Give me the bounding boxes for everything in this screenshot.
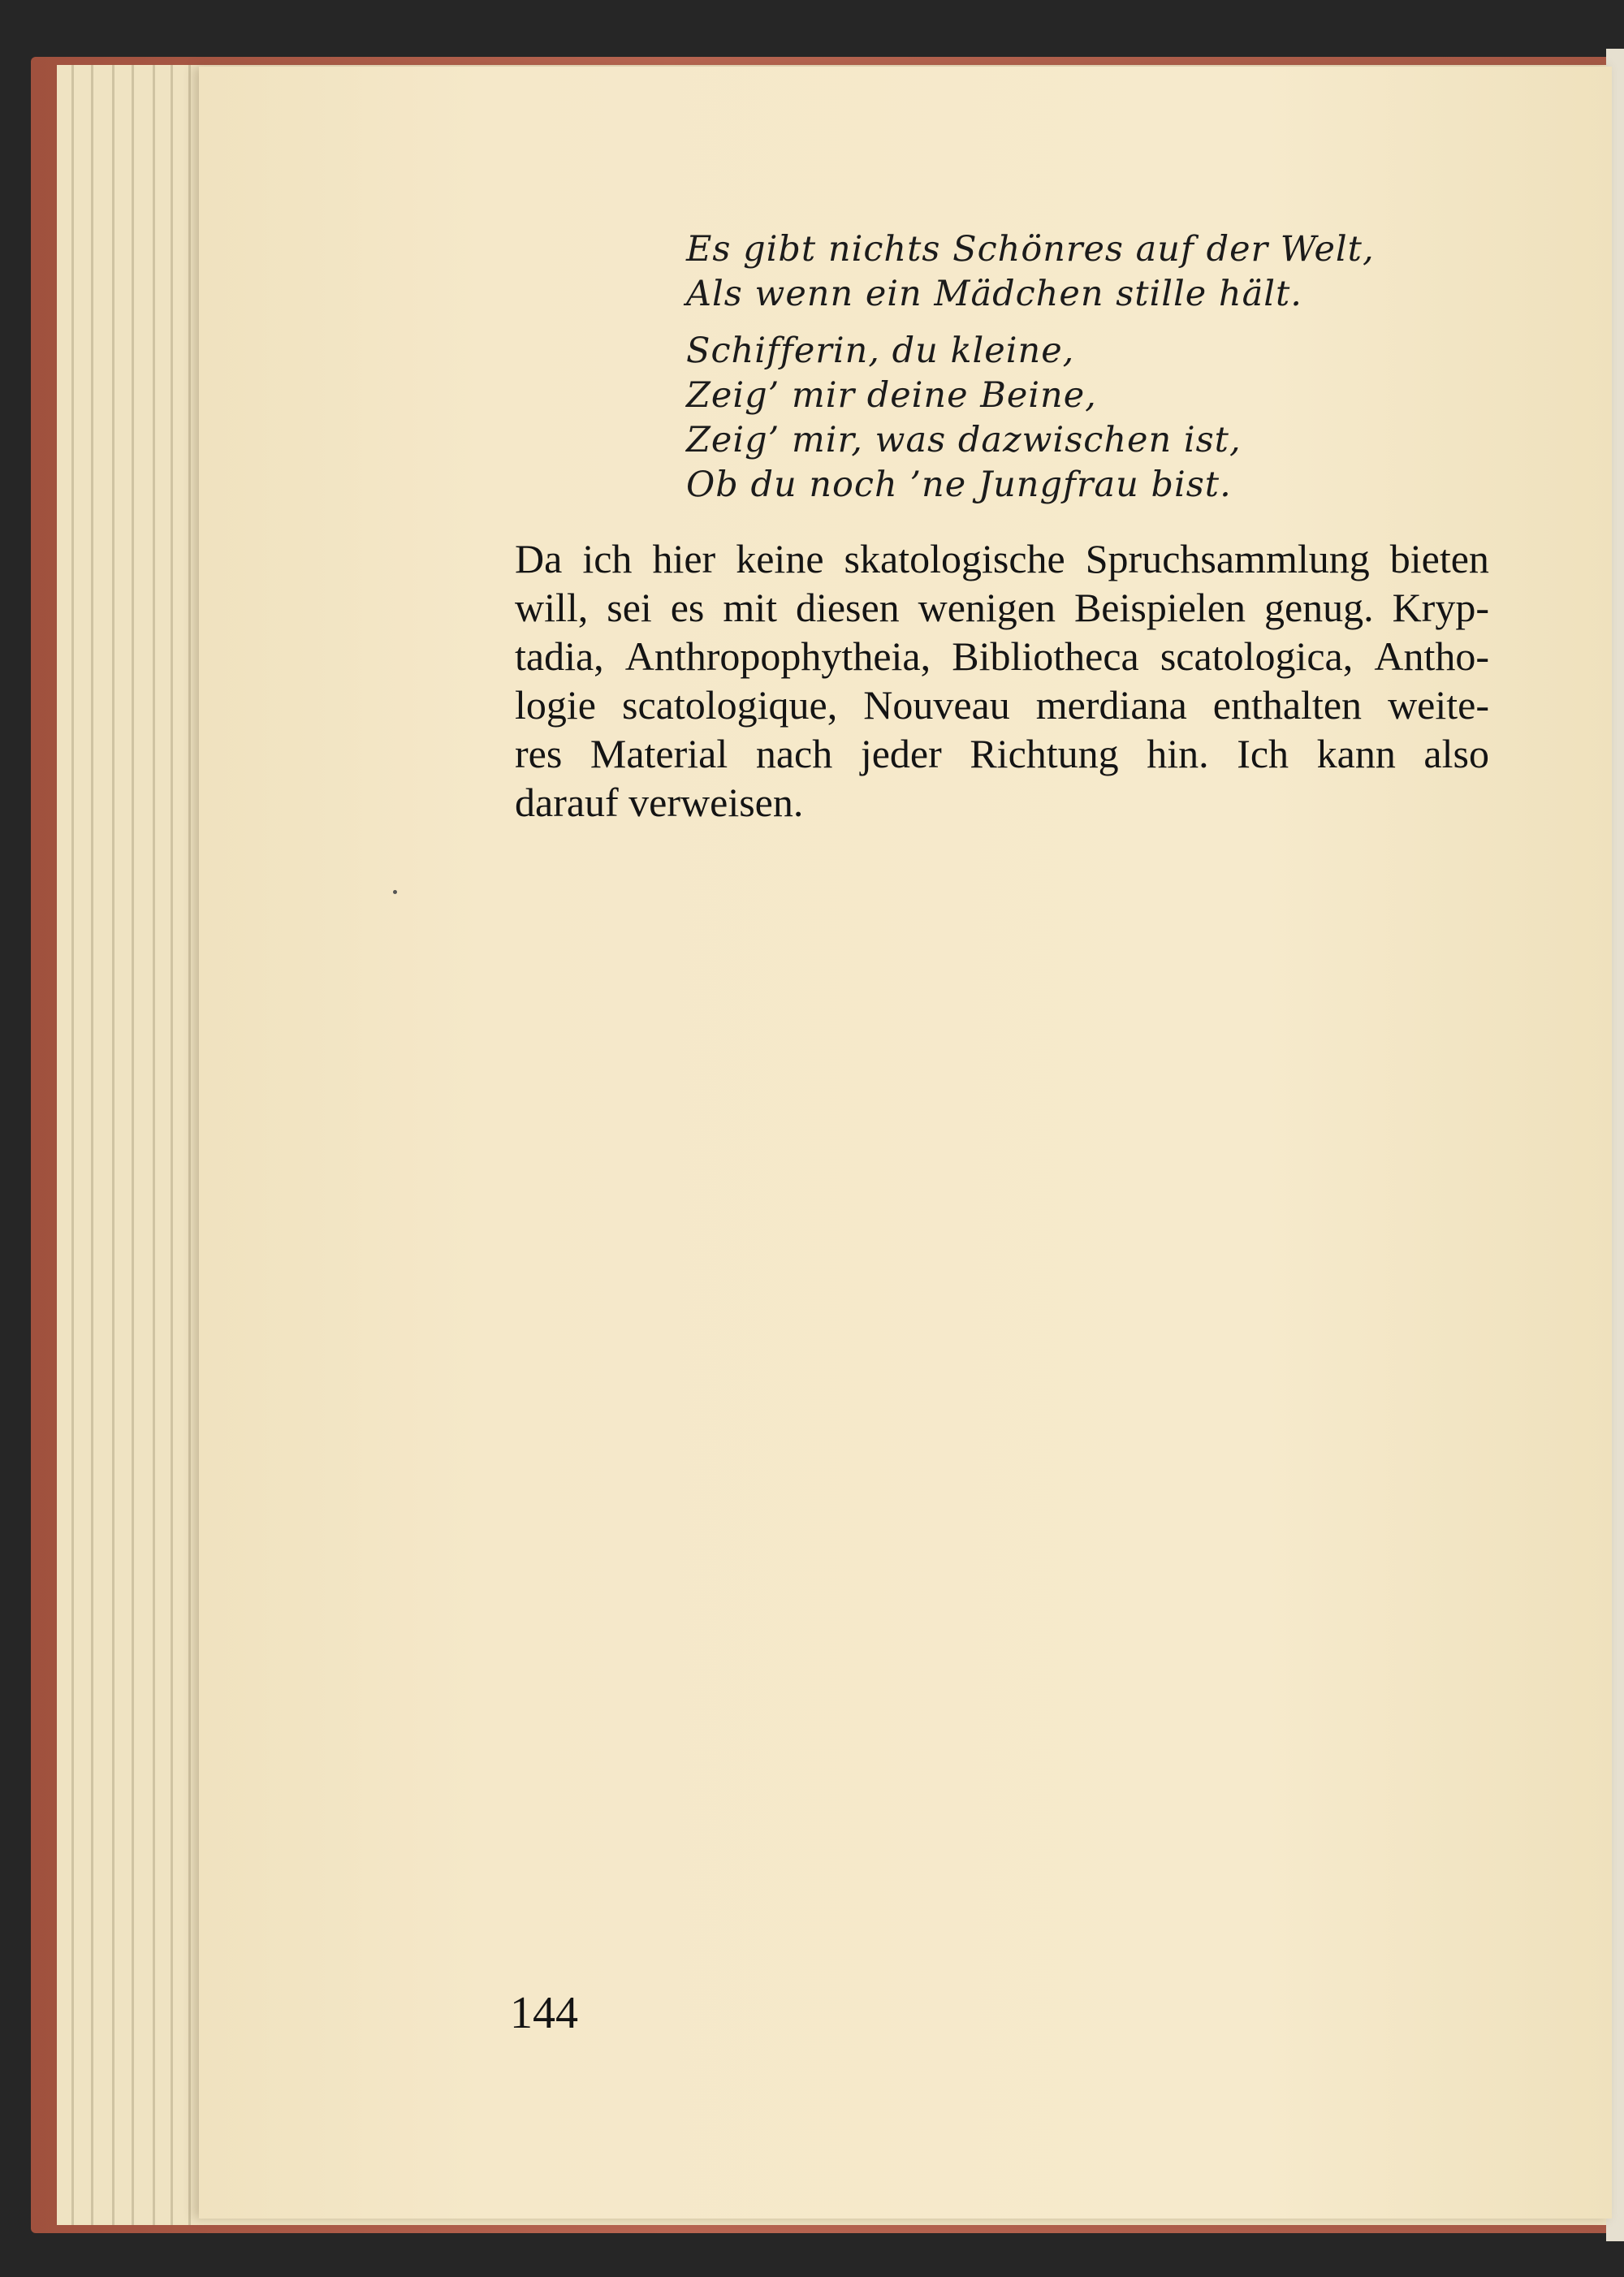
page-edge bbox=[71, 65, 74, 2225]
verse-stanza-1 bbox=[686, 227, 1498, 317]
page-edge bbox=[188, 65, 191, 2225]
verse-line: Es gibt nichts Schönres auf der Welt, bbox=[686, 229, 1375, 270]
verse-line: Als wenn ein Mädchen stille hält. bbox=[686, 274, 1302, 314]
prose-line: will, sei es mit diesen wenigen Beispielen genug. Kryp- bbox=[515, 585, 1489, 630]
page-edge bbox=[112, 65, 114, 2225]
page-number: 144 bbox=[510, 1988, 578, 2038]
verse-line: Zeig’ mir deine Beine, bbox=[686, 375, 1097, 416]
verse-stanza-2 bbox=[686, 329, 1498, 508]
prose-line: Da ich hier keine skatologische Spruchsammlung bieten bbox=[515, 536, 1489, 581]
prose-line: res Material nach jeder Richtung hin. Ich kann also bbox=[515, 731, 1489, 776]
prose-line: darauf verweisen. bbox=[515, 780, 804, 825]
page-edge bbox=[171, 65, 173, 2225]
paper-speck bbox=[393, 890, 397, 894]
verse-line: Zeig’ mir, was dazwischen ist, bbox=[686, 420, 1242, 460]
page-edge bbox=[91, 65, 93, 2225]
prose-line: tadia, Anthropophytheia, Bibliotheca scatologica, Antho- bbox=[515, 633, 1489, 679]
prose-paragraph bbox=[515, 534, 1489, 827]
verse-line: Schifferin, du kleine, bbox=[686, 331, 1075, 371]
prose-line: logie scatologique, Nouveau merdiana enthalten weite- bbox=[515, 682, 1489, 728]
verse-line: Ob du noch ’ne Jungfrau bist. bbox=[686, 464, 1232, 505]
page-edge bbox=[132, 65, 134, 2225]
page-edge bbox=[153, 65, 155, 2225]
